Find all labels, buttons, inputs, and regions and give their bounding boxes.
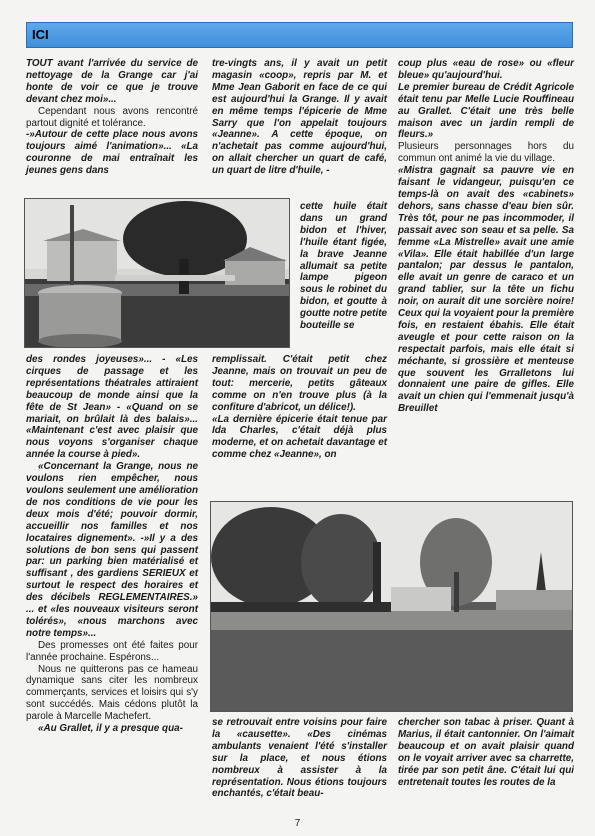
column-3-top <box>398 58 574 415</box>
paragraph: chercher son tabac à priser. Quant à Marius, il était cantonnier. On l'aimait beaucoup et on avait plaisir quand on le voyait arriver avec sa charrette, tirée par son petit âne. C'était lui qui entretenait toutes les routes de la <box>398 717 574 788</box>
paragraph: se retrouvait entre voisins pour faire la «causette». «Des cinémas ambulants venaient l'été s'installer sur la place, et nous étions nombreux à assister à la représentation. Nous étions toujours enchantés, c'était beau- <box>212 717 387 800</box>
column-2-bottom <box>212 717 387 800</box>
paragraph: tre-vingts ans, il y avait un petit magasin «coop», repris par M. et Mme Jean Gaborit en face de ce qui est aujourd'hui la Grange. Il y avait en même temps l'épicerie de Mme Sarry que l'on appelait toujours «Jeanne». A cette époque, on n'achetait pas comme aujourd'hui, on allait chercher un quart de café, un quart de litre d'huile, - <box>212 58 387 177</box>
paragraph: «Mistra gagnait sa pauvre vie en faisant le vidangeur, puisqu'en ce temps-là on avait des «cabinets» dehors, sans chasse d'eau bien sûr. Très tôt, pour ne pas incommoder, il passait avec son seau et sa pelle. Sa femme «La Mistrelle» avait une amie «Vila». Elle était habillée d'un large pantalon; par dessus le pantalon, elle avait un genre de caraco et un grand tablier, sur la tête un fichu noir, on aurait dit une sorcière noire! Ceux qui la voyaient pour la première fois, en restaient ébahis. Elle était aveugle et pour cette raison on la respectait parfois, mais elle était si méchante, si grossière et menteuse que souvent les Grralletons lui donnaient une paire de gifles. Elle avait un chien qui l'emmenait jusqu'à Breuillet <box>398 165 574 415</box>
paragraph: «Au Grallet, il y a presque qua- <box>38 723 183 735</box>
field-trees-image <box>211 502 573 712</box>
paragraph: coup plus «eau de rose» ou «fleur bleue» qu'aujourd'hui. <box>398 58 574 81</box>
paragraph: TOUT avant l'arrivée du service de nettoyage de la Grange car j'ai honte de voir ce que je trouve devant chez moi»... <box>26 58 198 105</box>
village-square-image <box>25 199 290 348</box>
paragraph: Des promesses ont été faites pour l'année prochaine. Espérons... <box>26 639 198 663</box>
column-1-top <box>26 58 198 177</box>
paragraph: -»Autour de cette place nous avons toujours aimé l'animation»... «La couronne de mai entraînait les jeunes gens dans <box>26 129 198 177</box>
section-title: ICI <box>32 27 49 42</box>
page-number: 7 <box>294 818 301 829</box>
field-trees-photo <box>210 501 573 712</box>
village-square-photo <box>24 198 290 348</box>
column-2-narrow <box>300 201 387 332</box>
paragraph: remplissait. C'était petit chez Jeanne, mais on trouvait un peu de tout: mercerie, petits gâteaux comme on n'en trouve plus (à la confiture d'abricot, un délice!). <box>212 354 387 413</box>
paragraph: des rondes joyeuses»... - «Les cirques de passage et les représentations théatrales attiraient beaucoup de monde ainsi que la fête de St Jean» - «Quand on se mariait, on brûlait là des balais»... «Maintenant c'est avec plaisir que nous voyons s'organiser chaque année la course à pied». <box>26 354 198 461</box>
column-2-top <box>212 58 387 177</box>
paragraph: cette huile était dans un grand bidon et l'hiver, l'huile étant figée, la brave Jeanne allumait sa petite lampe pigeon sous le robinet du bidon, et goutte à goutte notre petite bouteille se <box>300 201 387 332</box>
paragraph: Le premier bureau de Crédit Agricole était tenu par Melle Lucie Rouffineau au Grallet. C'était une très belle maison avec un jardin rempli de fleurs.» <box>398 81 574 141</box>
paragraph: Nous ne quitterons pas ce hameau dynamique sans citer les nombreux commerçants, services et loisirs qui s'y sont succédés. Mais cédons plutôt la parole à Marcelle Machefert. <box>26 663 198 723</box>
paragraph: Cependant nous avons rencontré partout dignité et tolérance. <box>26 105 198 129</box>
column-1-bottom <box>26 354 198 735</box>
column-2-middle <box>212 354 387 461</box>
column-3-bottom <box>398 717 574 788</box>
paragraph: «Concernant la Grange, nous ne voulons rien empêcher, nous voulons seulement une amélioration de nos conditions de vie pour les deux mois d'été; pouvoir dormir, accueillir nos familles et nos locataires dignement». -»Il y a des solutions de bon sens qui passent par: un parking bien matérialisé et suffisant , des gardiens SERIEUX et surtout le respect des horaires et des décibels REGLEMENTAIRES.» ... et «les nouveaux visiteurs seront tolérés», «nous marchons avec notre temps»... <box>26 461 198 639</box>
paragraph: Plusieurs personnages hors du commun ont animé la vie du village. <box>398 141 574 165</box>
paragraph: «La dernière épicerie était tenue par Ida Charles, c'était déjà plus moderne, et on achetait davantage et comme chez «Jeanne», on <box>212 413 387 461</box>
section-header <box>26 22 573 48</box>
